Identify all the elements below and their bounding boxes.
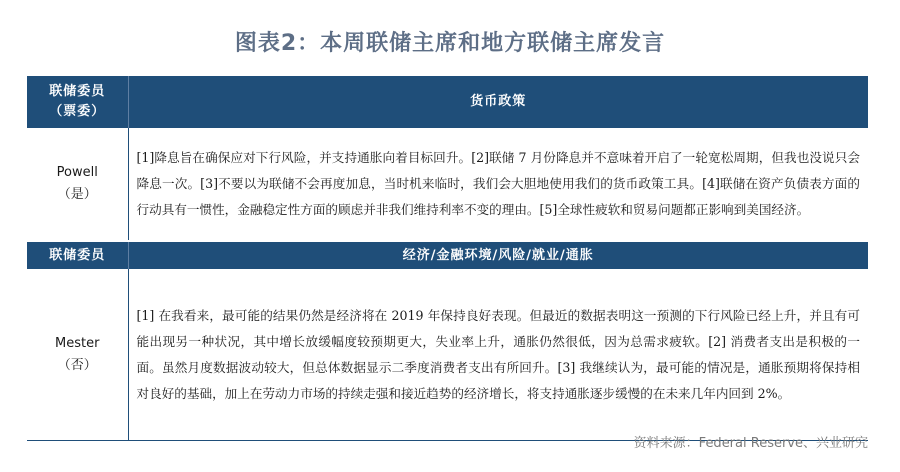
- member-vote: （否）: [57, 357, 97, 373]
- header-topic-policy: 货币政策: [128, 76, 868, 128]
- table-row: [27, 269, 868, 441]
- header-topic-economy: 经济/金融环境/风险/就业/通胀: [128, 241, 868, 269]
- source-note: 资料来源：Federal Reserve、兴业研究: [633, 436, 868, 451]
- header-voter-label: （票委）: [49, 104, 106, 119]
- header-member-label: 联储委员: [49, 84, 106, 99]
- speech-text: [1] 在我看来，最可能的结果仍然是经济将在 2019 年保持良好表现。但最近的数据表明这一预测的下行风险已经上升，并且有可能出现另一种状况，其中增长放缓幅度较预期更大，失业率上升，通胀仍然很低，因为总需求疲软。[2] 消费者支出是积极的一面。虽然月度数据波动较大，但总体数据显示二季度消费者支出有所回升。[3] 我继续认为，最可能的情况是，通胀预期将保持相对良好的基础，加上在劳动力市场的持续走强和接近趋势的经济增长，将支持通胀逐步缓慢的在未来几年内回到 2%。: [128, 269, 868, 441]
- member-cell: [27, 128, 128, 241]
- member-name: Powell: [56, 165, 98, 180]
- table-row: [27, 128, 868, 241]
- figure-title: 图表2：本周联储主席和地方联储主席发言: [234, 31, 666, 56]
- member-cell: [27, 269, 128, 441]
- header-row-policy: [27, 76, 868, 128]
- header-row-economy: [27, 241, 868, 269]
- fed-speech-table: [27, 76, 868, 441]
- member-name: Mester: [55, 335, 100, 351]
- header-member-cell: 联储委员: [27, 241, 128, 269]
- speech-text: [1]降息旨在确保应对下行风险，并支持通胀向着目标回升。[2]联储 7 月份降息并不意味着开启了一轮宽松周期，但我也没说只会降息一次。[3]不要以为联储不会再度加息，当时机来临时，我们会大胆地使用我们的货币政策工具。[4]联储在资产负债表方面的行动具有一惯性，金融稳定性方面的顾虑并非我们维持利率不变的理由。[5]全球性疲软和贸易问题都正影响到美国经济。: [128, 128, 868, 241]
- member-vote: （是）: [57, 187, 97, 202]
- header-member-cell: [27, 76, 128, 128]
